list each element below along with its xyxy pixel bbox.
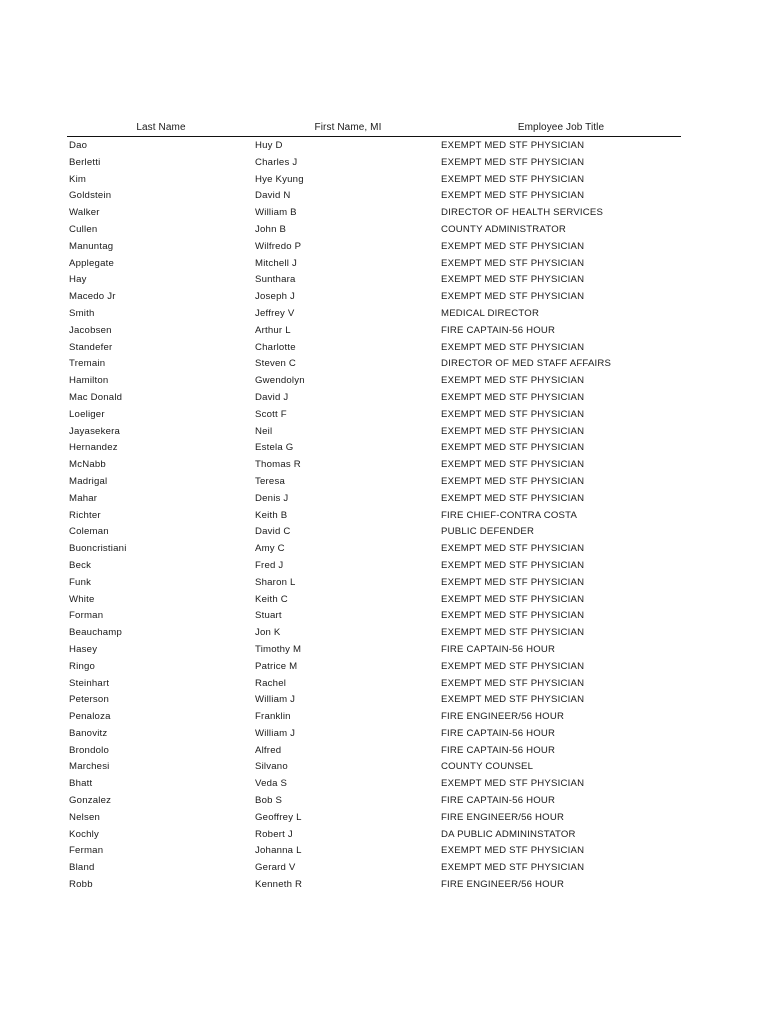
cell-job-title: FIRE CHIEF-CONTRA COSTA <box>441 509 578 521</box>
cell-last-name: Kochly <box>69 828 99 840</box>
cell-last-name: Ringo <box>69 660 96 672</box>
table-header <box>67 121 681 137</box>
cell-first-name: David C <box>255 526 291 538</box>
cell-job-title: EXEMPT MED STF PHYSICIAN <box>441 375 585 387</box>
cell-first-name: Jon K <box>255 627 281 639</box>
cell-job-title: EXEMPT MED STF PHYSICIAN <box>441 391 585 403</box>
cell-job-title: EXEMPT MED STF PHYSICIAN <box>441 257 585 269</box>
cell-job-title: FIRE CAPTAIN-56 HOUR <box>441 324 556 336</box>
cell-job-title: EXEMPT MED STF PHYSICIAN <box>441 610 585 622</box>
table-row <box>67 474 681 491</box>
table-row <box>67 524 681 541</box>
table-row <box>67 575 681 592</box>
table-row <box>67 138 681 155</box>
cell-last-name: Madrigal <box>69 475 108 487</box>
table-body <box>67 138 681 894</box>
cell-first-name: Keith C <box>255 593 288 605</box>
cell-job-title: FIRE ENGINEER/56 HOUR <box>441 811 565 823</box>
cell-first-name: Rachel <box>255 677 287 689</box>
cell-first-name: Kenneth R <box>255 879 303 891</box>
cell-first-name: Jeffrey V <box>255 307 295 319</box>
cell-last-name: Mahar <box>69 492 98 504</box>
cell-first-name: Steven C <box>255 358 297 370</box>
cell-first-name: Veda S <box>255 778 288 790</box>
table-row <box>67 659 681 676</box>
cell-first-name: Joseph J <box>255 291 295 303</box>
table-row <box>67 306 681 323</box>
cell-last-name: Buoncristiani <box>69 543 127 555</box>
cell-first-name: Robert J <box>255 828 293 840</box>
cell-job-title: DIRECTOR OF MED STAFF AFFAIRS <box>441 358 612 370</box>
cell-last-name: Bhatt <box>69 778 93 790</box>
table-row <box>67 239 681 256</box>
cell-job-title: COUNTY ADMINISTRATOR <box>441 223 566 235</box>
cell-first-name: Arthur L <box>255 324 291 336</box>
cell-first-name: Keith B <box>255 509 288 521</box>
table-row <box>67 289 681 306</box>
cell-last-name: Hay <box>69 274 87 286</box>
cell-last-name: Hasey <box>69 643 98 655</box>
cell-last-name: White <box>69 593 95 605</box>
cell-last-name: Mac Donald <box>69 391 123 403</box>
cell-last-name: Bland <box>69 862 95 874</box>
table-row <box>67 205 681 222</box>
cell-last-name: Forman <box>69 610 104 622</box>
cell-last-name: Applegate <box>69 257 115 269</box>
cell-job-title: COUNTY COUNSEL <box>441 761 534 773</box>
header-last-name: Last Name <box>136 122 186 133</box>
cell-last-name: Gonzalez <box>69 795 112 807</box>
table-row <box>67 676 681 693</box>
cell-job-title: DA PUBLIC ADMININSTATOR <box>441 828 576 840</box>
cell-job-title: EXEMPT MED STF PHYSICIAN <box>441 492 585 504</box>
table-row <box>67 222 681 239</box>
table-row <box>67 810 681 827</box>
table-row <box>67 541 681 558</box>
cell-job-title: EXEMPT MED STF PHYSICIAN <box>441 274 585 286</box>
cell-job-title: FIRE ENGINEER/56 HOUR <box>441 879 565 891</box>
cell-job-title: PUBLIC DEFENDER <box>441 526 535 538</box>
cell-job-title: EXEMPT MED STF PHYSICIAN <box>441 627 585 639</box>
cell-first-name: Bob S <box>255 795 283 807</box>
table-row <box>67 793 681 810</box>
cell-last-name: Coleman <box>69 526 109 538</box>
table-row <box>67 424 681 441</box>
cell-first-name: William B <box>255 207 297 219</box>
cell-last-name: Peterson <box>69 694 109 706</box>
cell-last-name: Macedo Jr <box>69 291 116 303</box>
cell-last-name: Kim <box>69 173 87 185</box>
cell-first-name: Sunthara <box>255 274 296 286</box>
table-row <box>67 726 681 743</box>
cell-last-name: Standefer <box>69 341 113 353</box>
header-job-title: Employee Job Title <box>517 122 605 133</box>
cell-job-title: EXEMPT MED STF PHYSICIAN <box>441 459 585 471</box>
cell-job-title: EXEMPT MED STF PHYSICIAN <box>441 341 585 353</box>
cell-last-name: Ferman <box>69 845 104 857</box>
employee-table <box>67 121 681 894</box>
cell-first-name: Charles J <box>255 156 298 168</box>
table-row <box>67 457 681 474</box>
table-row <box>67 759 681 776</box>
table-row <box>67 743 681 760</box>
table-row <box>67 373 681 390</box>
cell-last-name: Hamilton <box>69 375 109 387</box>
cell-first-name: Thomas R <box>255 459 301 471</box>
cell-last-name: Brondolo <box>69 744 110 756</box>
cell-first-name: Timothy M <box>255 643 302 655</box>
cell-job-title: EXEMPT MED STF PHYSICIAN <box>441 543 585 555</box>
cell-last-name: Beck <box>69 559 92 571</box>
cell-first-name: David N <box>255 190 291 202</box>
cell-job-title: EXEMPT MED STF PHYSICIAN <box>441 576 585 588</box>
table-row <box>67 272 681 289</box>
cell-job-title: FIRE ENGINEER/56 HOUR <box>441 711 565 723</box>
table-row <box>67 592 681 609</box>
table-row <box>67 843 681 860</box>
cell-last-name: Jayasekera <box>69 425 121 437</box>
table-row <box>67 323 681 340</box>
cell-last-name: Goldstein <box>69 190 112 202</box>
cell-job-title: EXEMPT MED STF PHYSICIAN <box>441 425 585 437</box>
cell-last-name: Loeliger <box>69 408 105 420</box>
table-row <box>67 776 681 793</box>
table-row <box>67 608 681 625</box>
cell-job-title: DIRECTOR OF HEALTH SERVICES <box>441 207 604 219</box>
table-row <box>67 407 681 424</box>
cell-job-title: EXEMPT MED STF PHYSICIAN <box>441 778 585 790</box>
cell-first-name: Amy C <box>255 543 285 555</box>
cell-job-title: EXEMPT MED STF PHYSICIAN <box>441 240 585 252</box>
cell-last-name: Richter <box>69 509 101 521</box>
cell-last-name: Manuntag <box>69 240 114 252</box>
cell-last-name: Cullen <box>69 223 98 235</box>
cell-job-title: EXEMPT MED STF PHYSICIAN <box>441 593 585 605</box>
table-row <box>67 172 681 189</box>
cell-first-name: Estela G <box>255 442 294 454</box>
table-row <box>67 860 681 877</box>
table-row <box>67 340 681 357</box>
cell-job-title: EXEMPT MED STF PHYSICIAN <box>441 408 585 420</box>
cell-last-name: McNabb <box>69 459 106 471</box>
cell-last-name: Dao <box>69 140 88 151</box>
table-row <box>67 508 681 525</box>
cell-last-name: Penaloza <box>69 711 111 723</box>
cell-last-name: Robb <box>69 879 93 891</box>
cell-last-name: Walker <box>69 207 100 219</box>
cell-job-title: FIRE CAPTAIN-56 HOUR <box>441 727 556 739</box>
cell-first-name: Sharon L <box>255 576 296 588</box>
cell-first-name: Teresa <box>255 475 285 487</box>
table-row <box>67 155 681 172</box>
cell-job-title: FIRE CAPTAIN-56 HOUR <box>441 643 556 655</box>
cell-last-name: Marchesi <box>69 761 110 773</box>
cell-first-name: William J <box>255 727 296 739</box>
table-row <box>67 625 681 642</box>
cell-job-title: EXEMPT MED STF PHYSICIAN <box>441 475 585 487</box>
cell-first-name: Gerard V <box>255 862 296 874</box>
cell-last-name: Steinhart <box>69 677 110 689</box>
cell-first-name: Denis J <box>255 492 289 504</box>
cell-job-title: EXEMPT MED STF PHYSICIAN <box>441 156 585 168</box>
table-row <box>67 256 681 273</box>
cell-first-name: David J <box>255 391 289 403</box>
cell-last-name: Smith <box>69 307 95 319</box>
cell-job-title: FIRE CAPTAIN-56 HOUR <box>441 744 556 756</box>
table-row <box>67 642 681 659</box>
table-row <box>67 709 681 726</box>
table-row <box>67 356 681 373</box>
cell-job-title: FIRE CAPTAIN-56 HOUR <box>441 795 556 807</box>
cell-job-title: EXEMPT MED STF PHYSICIAN <box>441 845 585 857</box>
cell-job-title: EXEMPT MED STF PHYSICIAN <box>441 291 585 303</box>
cell-first-name: Silvano <box>255 761 288 773</box>
cell-first-name: Patrice M <box>255 660 298 672</box>
table-row <box>67 558 681 575</box>
cell-last-name: Nelsen <box>69 811 101 823</box>
cell-last-name: Tremain <box>69 358 106 370</box>
table-row <box>67 491 681 508</box>
cell-job-title: MEDICAL DIRECTOR <box>441 307 540 319</box>
cell-job-title: EXEMPT MED STF PHYSICIAN <box>441 862 585 874</box>
table-row <box>67 827 681 844</box>
header-first-name: First Name, MI <box>314 122 382 133</box>
cell-job-title: EXEMPT MED STF PHYSICIAN <box>441 694 585 706</box>
cell-first-name: Stuart <box>255 610 282 622</box>
cell-first-name: Scott F <box>255 408 287 420</box>
cell-job-title: EXEMPT MED STF PHYSICIAN <box>441 190 585 202</box>
cell-first-name: Hye Kyung <box>255 173 304 185</box>
cell-last-name: Jacobsen <box>69 324 112 336</box>
cell-last-name: Hernandez <box>69 442 118 454</box>
cell-last-name: Beauchamp <box>69 627 123 639</box>
cell-job-title: EXEMPT MED STF PHYSICIAN <box>441 660 585 672</box>
cell-first-name: Gwendolyn <box>255 375 305 387</box>
cell-job-title: EXEMPT MED STF PHYSICIAN <box>441 677 585 689</box>
table-row <box>67 877 681 894</box>
cell-job-title: EXEMPT MED STF PHYSICIAN <box>441 173 585 185</box>
cell-first-name: Johanna L <box>255 845 302 857</box>
cell-first-name: Wilfredo P <box>255 240 302 252</box>
cell-job-title: EXEMPT MED STF PHYSICIAN <box>441 140 585 151</box>
cell-first-name: John B <box>255 223 287 235</box>
table-row <box>67 188 681 205</box>
table-row <box>67 692 681 709</box>
table-row <box>67 390 681 407</box>
cell-first-name: Mitchell J <box>255 257 297 269</box>
cell-first-name: Huy D <box>255 140 283 151</box>
cell-first-name: Geoffrey L <box>255 811 302 823</box>
cell-first-name: Alfred <box>255 744 282 756</box>
cell-job-title: EXEMPT MED STF PHYSICIAN <box>441 559 585 571</box>
table-row <box>67 440 681 457</box>
cell-first-name: Charlotte <box>255 341 296 353</box>
cell-first-name: Neil <box>255 425 273 437</box>
cell-first-name: William J <box>255 694 296 706</box>
cell-first-name: Fred J <box>255 559 284 571</box>
cell-last-name: Funk <box>69 576 92 588</box>
cell-job-title: EXEMPT MED STF PHYSICIAN <box>441 442 585 454</box>
cell-last-name: Banovitz <box>69 727 108 739</box>
cell-last-name: Berletti <box>69 156 101 168</box>
cell-first-name: Franklin <box>255 711 291 723</box>
